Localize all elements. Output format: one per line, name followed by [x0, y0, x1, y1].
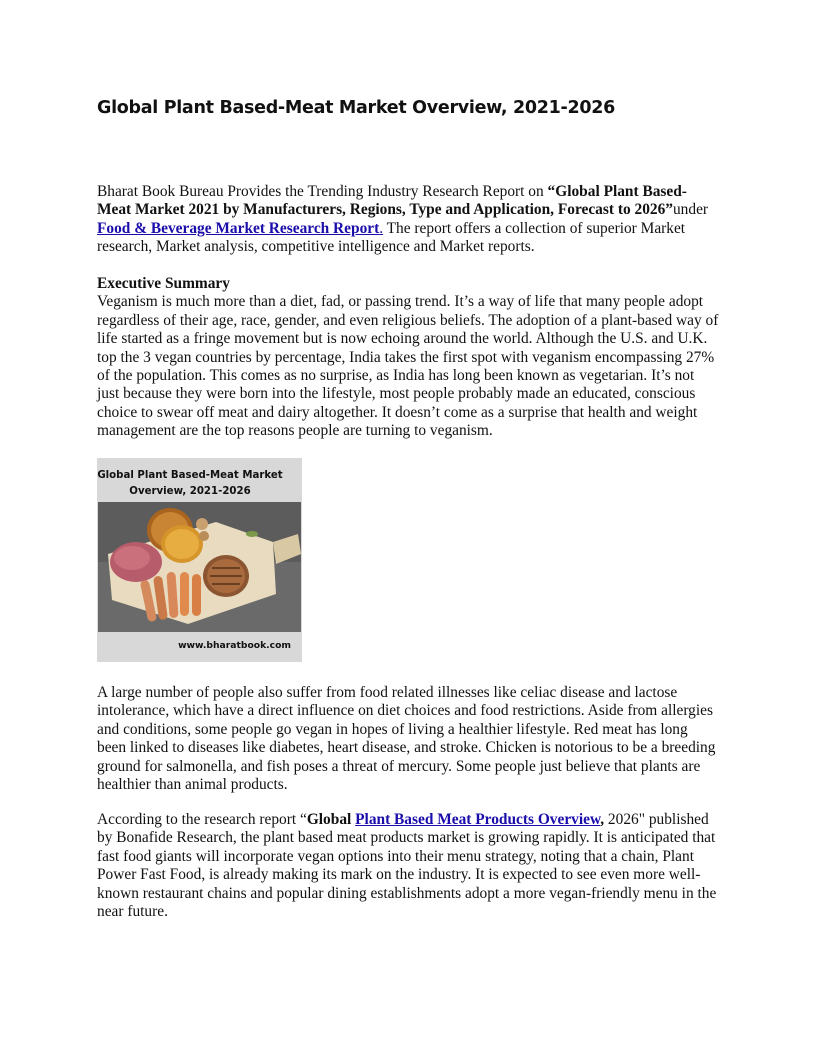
- executive-summary-text: Veganism is much more than a diet, fad, or passing trend. It’s a way of life that many people adopt regardless of their age, race, gender, and even religious beliefs. The adoption of a plant-based way of life started as a fringe movement but is now echoing around the world. Although the U.S. and U.K. top the 3 vegan countries by percentage, India takes the first spot with veganism encompassing 27% of the population. This comes as no surprise, as India has long been known as vegetarian. It’s not just because they were born into the lifestyle, most people probably made an educated, conscious choice to swear off meat and dairy altogether. It doesn’t come as a surprise that health and weight management are the top reasons people are turning to veganism.: [97, 293, 719, 440]
- figure-url: www.bharatbook.com: [178, 640, 291, 651]
- link-suffix: .: [379, 219, 384, 237]
- intro-text-after: The report offers a collection of superior Market research, Market analysis, competitive intelligence and Market reports.: [97, 219, 686, 256]
- plant-based-meat-products-link[interactable]: Plant Based Meat Products Overview: [355, 811, 601, 828]
- intro-text-before: Bharat Book Bureau Provides the Trending Industry Research Report on: [97, 183, 548, 200]
- figure-title: Global Plant Based-Meat Market Overview, 2021-2026: [97, 470, 283, 497]
- food-photo: [98, 502, 301, 632]
- executive-summary-heading: Executive Summary: [97, 275, 230, 292]
- food-beverage-report-link[interactable]: Food & Beverage Market Research Report: [97, 219, 380, 237]
- p4-bold-global: Global: [306, 811, 356, 828]
- p4-text-before: According to the research report “: [97, 811, 307, 828]
- intro-under: under: [672, 201, 709, 219]
- report-title-bold: “Global Plant Based-Meat Market 2021 by Manufacturers, Regions, Type and Application, Forecast to 2026”: [97, 183, 687, 219]
- p4-text-after: 2026" published by Bonafide Research, the plant based meat products market is growing rapidly. It is anticipated that fast food giants will incorporate vegan options into their menu strategy, noting that a chain, Plant Power Fast Food, is already making its mark on the industry. It is expected to see even more well-known restaurant chains and popular dining establishments adopt a more vegan-friendly menu in the near future.: [97, 811, 717, 921]
- p4-bold-comma: ,: [600, 811, 605, 828]
- executive-summary-section: [97, 275, 719, 441]
- paragraph-health: A large number of people also suffer from food related illnesses like celiac disease and lactose intolerance, which have a direct influence on diet choices and food restrictions. Aside from allergies and conditions, some people go vegan in hopes of living a healthier lifestyle. Red meat has long been linked to diseases like diabetes, heart disease, and stroke. Chicken is notorious to be a breeding ground for salmonella, and fish poses a threat of mercury. Some people just believe that plants are healthier than animal products.: [97, 684, 716, 794]
- report-cover-image: [97, 458, 302, 662]
- document-title: Global Plant Based-Meat Market Overview, 2021-2026: [97, 98, 616, 118]
- intro-paragraph: [97, 183, 719, 257]
- paragraph-research-report: [97, 811, 719, 921]
